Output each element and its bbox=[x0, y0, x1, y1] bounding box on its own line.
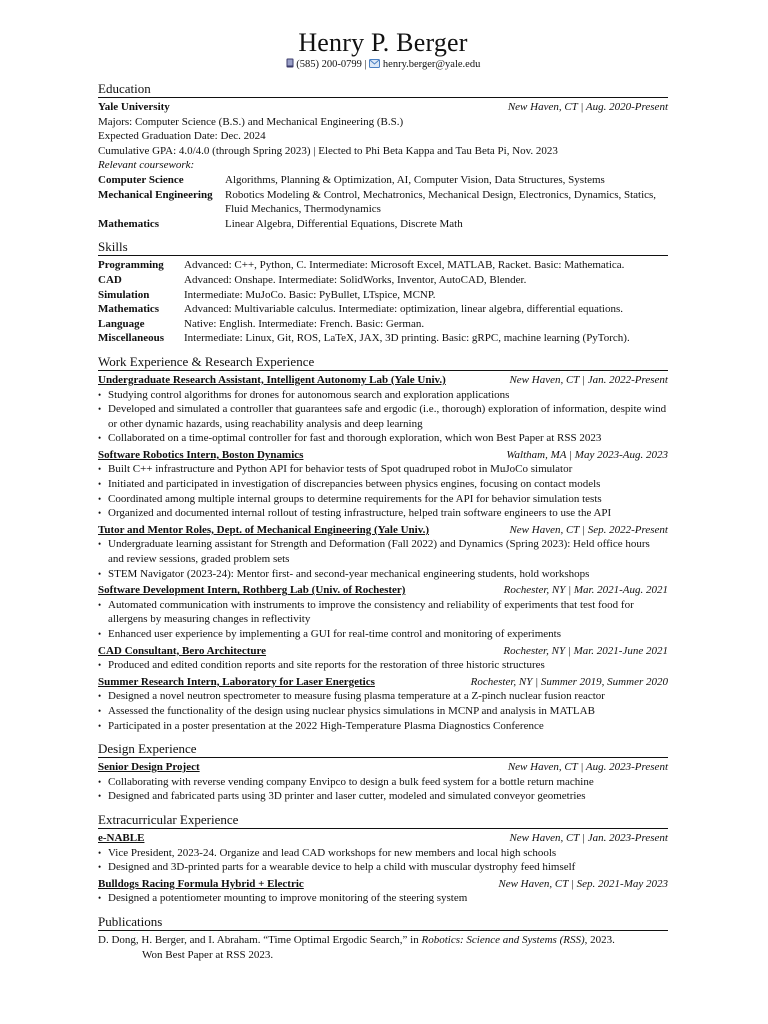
bullet-item: • Vice President, 2023-24. Organize and lead CAD workshops for new members and local high schools bbox=[98, 846, 668, 861]
skill-row: Programming Advanced: C++, Python, C. Intermediate: Microsoft Excel, MATLAB, Racket. Basic: Mathematica. bbox=[98, 259, 625, 272]
skill-row: Mathematics Advanced: Multivariable calculus. Intermediate: optimization, linear algebra, differential equations. bbox=[98, 303, 624, 316]
experience-entry: Tutor and Mentor Roles, Dept. of Mechanical Engineering (Yale Univ.) New Haven, CT | Sep. 2022-Present • Undergraduate learning assistant for Strength and Deformation (Fall 2022) and Dynamics (Spring 2023): Held office hours and review sessions, graded problem sets • STEM Navigator (2023-24): Mentor first- and second-year mechanical engineering students, hold workshops bbox=[98, 523, 668, 581]
experience-entry: Summer Research Intern, Laboratory for Laser Energetics Rochester, NY | Summer 2019, Summer 2020 • Designed a novel neutron spectrometer to measure fusing plasma temperature at a Z-pinch nuclear fusion reactor • Assessed the functionality of the design using nuclear physics simulations in MCNP and analysis in MATLAB • Participated in a poster presentation at the 2022 High-Temperature Plasma Diagnostics Conference bbox=[98, 675, 668, 733]
bullet-item: • Built C++ infrastructure and Python API for behavior tests of Spot quadruped robot in MuJoCo simulator bbox=[98, 462, 668, 477]
bullet-item: • Initiated and participated in investigation of discrepancies between physics engines, focusing on contact models bbox=[98, 477, 668, 492]
skill-row: CAD Advanced: Onshape. Intermediate: SolidWorks, Inventor, AutoCAD, Blender. bbox=[98, 273, 527, 286]
contact-line bbox=[98, 58, 668, 73]
bullet-item: • Enhanced user experience by implementing a GUI for real-time control and monitoring of experiments bbox=[98, 627, 668, 642]
bullet-item: • Designed and 3D-printed parts for a wearable device to help a child with muscular dystrophy feed himself bbox=[98, 860, 668, 875]
bullet-item: • Designed and fabricated parts using 3D printer and laser cutter, modeled and simulated conveyor geometries bbox=[98, 789, 668, 804]
section-title-education: Education bbox=[98, 81, 668, 98]
extracurricular-section bbox=[98, 812, 668, 906]
skill-row: Language Native: English. Intermediate: French. Basic: German. bbox=[98, 317, 425, 330]
experience-entry: Software Robotics Intern, Boston Dynamics Waltham, MA | May 2023-Aug. 2023 • Built C++ infrastructure and Python API for behavior tests of Spot quadruped robot in MuJoCo simulator • Initiated and participated in investigation of discrepancies between physics engines, focusing on contact models • Coordinated among multiple internal groups to determine requirements for the API for behavior simulation tests • Organized and documented internal rollout of testing infrastructure, helped train software engineers to use the API bbox=[98, 448, 668, 521]
education-section bbox=[98, 81, 668, 231]
section-title-skills: Skills bbox=[98, 239, 668, 256]
bullet-item: • STEM Navigator (2023-24): Mentor first- and second-year mechanical engineering students, hold workshops bbox=[98, 567, 668, 582]
bullet-item: • Assessed the functionality of the design using nuclear physics simulations in MCNP and analysis in MATLAB bbox=[98, 704, 668, 719]
contact-separator: | bbox=[364, 59, 367, 70]
email-address[interactable]: henry.berger@yale.edu bbox=[382, 59, 481, 70]
bullet-item: • Coordinated among multiple internal groups to determine requirements for the API for behavior simulation tests bbox=[98, 492, 668, 507]
gpa: Cumulative GPA: 4.0/4.0 (through Spring 2023) | Elected to Phi Beta Kappa and Tau Beta Pi, Nov. 2023 bbox=[98, 144, 558, 157]
design-section bbox=[98, 741, 668, 804]
experience-entry: CAD Consultant, Bero Architecture Rochester, NY | Mar. 2021-June 2021 • Produced and edited condition reports and site reports for the restoration of three historic structures bbox=[98, 644, 668, 673]
section-title-publications: Publications bbox=[98, 914, 668, 931]
publication-year: , 2023. bbox=[584, 933, 615, 946]
bullet-item: • Collaborated on a time-optimal controller for fast and thorough exploration, which won Best Paper at RSS 2023 bbox=[98, 431, 668, 446]
bullet-item: • Developed and simulated a controller that guarantees safe and ergodic (i.e., thorough) exploration of information, despite wind or other dynamic hazards, using reachability analysis and deep learning bbox=[98, 402, 668, 431]
publication-note: Won Best Paper at RSS 2023. bbox=[142, 948, 274, 961]
majors: Majors: Computer Science (B.S.) and Mechanical Engineering (B.S.) bbox=[98, 115, 404, 128]
bullet-item: • Designed a potentiometer mounting to improve monitoring of the steering system bbox=[98, 891, 668, 906]
bullet-item: • Studying control algorithms for drones for autonomous search and exploration applications bbox=[98, 388, 668, 403]
coursework-row: Mathematics Linear Algebra, Differential Equations, Discrete Math bbox=[98, 217, 463, 230]
applicant-name: Henry P. Berger bbox=[298, 28, 468, 57]
school-location: New Haven, CT | Aug. 2020-Present bbox=[507, 101, 668, 113]
section-title-work: Work Experience & Research Experience bbox=[98, 354, 668, 371]
bullet-item: • Designed a novel neutron spectrometer to measure fusing plasma temperature at a Z-pinch nuclear fusion reactor bbox=[98, 689, 668, 704]
experience-entry: Senior Design Project New Haven, CT | Aug. 2023-Present • Collaborating with reverse vending company Envipco to design a bulk feed system for a bottle return machine • Designed and fabricated parts using 3D printer and laser cutter, modeled and simulated conveyor geometries bbox=[98, 760, 668, 804]
coursework-row: Mechanical Engineering Robotics Modeling & Control, Mechatronics, Mechanical Design, Electronics, Dynamics, Statics, Fluid Mechanics, Thermodynamics bbox=[98, 188, 657, 216]
bullet-item: • Participated in a poster presentation at the 2022 High-Temperature Plasma Diagnostics Conference bbox=[98, 719, 668, 734]
coursework-row: Computer Science Algorithms, Planning & Optimization, AI, Computer Vision, Data Structures, Systems bbox=[98, 173, 605, 186]
skill-row: Miscellaneous Intermediate: Linux, Git, ROS, LaTeX, JAX, 3D printing. Basic: gRPC, machine learning (PyTorch). bbox=[98, 332, 630, 345]
experience-entry: e-NABLE New Haven, CT | Jan. 2023-Present • Vice President, 2023-24. Organize and lead CAD workshops for new members and local high schools • Designed and 3D-printed parts for a wearable device to help a child with muscular dystrophy feed himself bbox=[98, 831, 668, 875]
experience-entry: Software Development Intern, Rothberg Lab (Univ. of Rochester) Rochester, NY | Mar. 2021-Aug. 2021 • Automated communication with instruments to improve the consistency and reliability of experiments that test food for allergens by measuring changes in reflectivity • Enhanced user experience by implementing a GUI for real-time control and monitoring of experiments bbox=[98, 583, 668, 641]
section-title-design: Design Experience bbox=[98, 741, 668, 758]
phone-icon bbox=[286, 58, 294, 73]
publications-section bbox=[98, 914, 668, 962]
work-section bbox=[98, 354, 668, 733]
graduation-date: Expected Graduation Date: Dec. 2024 bbox=[98, 130, 266, 143]
coursework-label: Relevant coursework: bbox=[98, 159, 195, 172]
experience-entry: Bulldogs Racing Formula Hybrid + Electric New Haven, CT | Sep. 2021-May 2023 • Designed a potentiometer mounting to improve monitoring of the steering system bbox=[98, 877, 668, 906]
phone-number[interactable]: (585) 200-0799 bbox=[296, 59, 362, 70]
section-title-extracurricular: Extracurricular Experience bbox=[98, 812, 668, 829]
bullet-item: • Automated communication with instruments to improve the consistency and reliability of experiments that test food for allergens by measuring changes in reflectivity bbox=[98, 598, 668, 627]
publication-venue: Robotics: Science and Systems (RSS) bbox=[421, 933, 585, 946]
school-name: Yale University bbox=[98, 101, 170, 113]
bullet-item: • Collaborating with reverse vending company Envipco to design a bulk feed system for a bottle return machine bbox=[98, 775, 668, 790]
publication-authors: D. Dong, H. Berger, and I. Abraham. “Time Optimal Ergodic Search,” in bbox=[98, 933, 422, 946]
bullet-item: • Undergraduate learning assistant for Strength and Deformation (Fall 2022) and Dynamics (Spring 2023): Held office hours and review sessions, graded problem sets bbox=[98, 537, 668, 566]
publication-entry bbox=[98, 933, 674, 962]
email-icon bbox=[369, 59, 380, 73]
experience-entry: Undergraduate Research Assistant, Intelligent Autonomy Lab (Yale Univ.) New Haven, CT | Jan. 2022-Present • Studying control algorithms for drones for autonomous search and exploration applications • Developed and simulated a controller that guarantees safe and ergodic (i.e., thorough) exploration of information, despite wind or other dynamic hazards, using reachability analysis and deep learning • Collaborated on a time-optimal controller for fast and thorough exploration, which won Best Paper at RSS 2023 bbox=[98, 373, 668, 446]
skill-row: Simulation Intermediate: MuJoCo. Basic: PyBullet, LTspice, MCNP. bbox=[98, 288, 436, 301]
skills-section bbox=[98, 239, 668, 346]
bullet-item: • Produced and edited condition reports and site reports for the restoration of three historic structures bbox=[98, 658, 668, 673]
bullet-item: • Organized and documented internal rollout of testing infrastructure, helped train software engineers to use the API bbox=[98, 506, 668, 521]
